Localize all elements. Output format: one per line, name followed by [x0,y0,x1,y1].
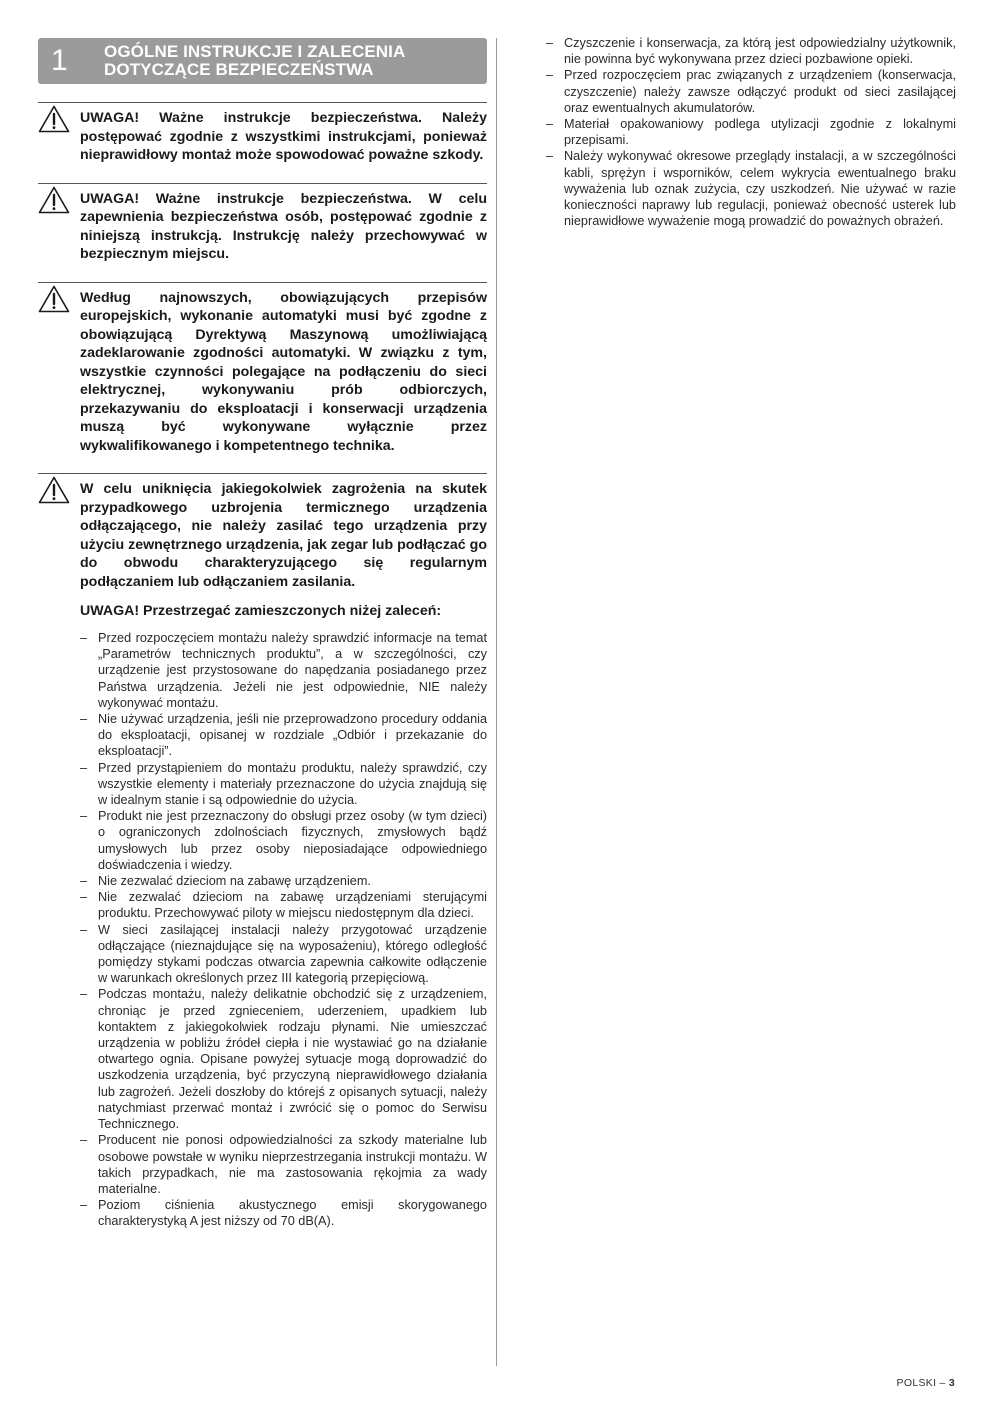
list-item [546,35,956,67]
warning-text-4: W celu uniknięcia jakiegokolwiek zagrożenia na skutek przypadkowego uzbrojenia termicznego urządzenia odłączającego, nie należy zasilać tego urządzenia przy użyciu zewnętrznego urządzenia, jak zegar lub podłączać go do obwodu charakteryzującego się regularnym podłączaniem lub odłączaniem zasilania. [80,481,487,590]
bullet-marker: – [80,874,88,889]
list-item [80,889,487,921]
list-item-text: Nie zezwalać dzieciom na zabawę urządzeniem. [98,874,371,889]
section-header [38,38,487,84]
bullet-marker: – [546,68,554,83]
list-item-text: W sieci zasilającej instalacji należy przygotować urządzenie odłączające (nieznajdujące się na wyposażeniu), którego odległość pomiędzy stykami podczas otwarcia zapewnia całkowite odłączenie w warunkach określonych przez III kategorią przepięciową. [98,922,487,986]
bullet-marker: – [80,1198,88,1213]
list-item-text: Nie używać urządzenia, jeśli nie przeprowadzono procedury oddania do eksploatacji, opisanej w rozdziale „Odbiór i przekazanie do eksploatacji”. [98,712,487,759]
attention-heading: UWAGA! Przestrzegać zamieszczonych niżej zaleceń: [80,603,442,619]
bullet-marker: – [80,890,88,905]
bullet-marker: – [546,117,554,132]
warning-triangle-icon [38,105,70,133]
list-item [80,760,487,809]
bullet-marker: – [80,712,88,727]
column-divider [496,38,497,1366]
left-column [38,38,487,1230]
list-item-text: Przed przystąpieniem do montażu produktu, należy sprawdzić, czy wszystkie elementy i materiały przeznaczone do użycia znajdują się w idealnym stanie i są odpowiednie do użycia. [98,760,487,808]
list-item [80,986,487,1132]
list-item-text: Nie zezwalać dzieciom na zabawę urządzeniami sterującymi produktu. Przechowywać piloty w miejscu niedostępnym dla dzieci. [98,890,487,921]
bullet-marker: – [80,809,88,824]
footer-language: POLSKI – [896,1377,946,1389]
warning-block-1 [38,102,487,165]
list-item-text: Produkt nie jest przeznaczony do obsługi przez osoby (w tym dzieci) o ograniczonych zdolnościach fizycznych, zmysłowych bądź umysłowych lub przez osoby nieposiadające odpowiedniego doświadczenia i wiedzy. [98,809,487,872]
bullet-marker: – [80,1133,88,1148]
list-item [80,630,487,711]
bullet-marker: – [80,760,88,775]
bullet-marker: – [80,987,88,1002]
section-number: 1 [51,44,68,77]
list-item-text: Podczas montażu, należy delikatnie obchodzić się z urządzeniem, chroniąc je przed zgnieceniem, uderzeniem, upadkiem lub kontaktem z jakiegokolwiek rodzaju płynami. Nie umieszczać urządzenia w pobliżu źródeł ciepła i nie wystawiać go na działanie otwartego ognia. Opisane powyżej sytuacje mogą doprowadzić do uszkodzenia urządzenia, być przyczyną nieprawidłowego działania lub zagrożeń. Jeżeli doszłoby do którejś z opisanych sytuacji, należy natychmiast przerwać montaż i zwrócić się o pomoc do Serwisu Technicznego. [98,987,487,1132]
warning-text-3: Według najnowszych, obowiązujących przepisów europejskich, wykonanie automatyki musi być zgodne z obowiązującą Dyrektywą Maszynową umożliwiającą zadeklarowanie zgodności automatyki. W związku z tym, wszystkie czynności polegające na podłączeniu do sieci elektrycznej, wykonywaniu prób odbiorczych, przekazywaniu do eksploatacji i konserwacji urządzenia muszą być wykonywane wyłącznie przez wykwalifikowanego i kompetentnego technika. [80,289,487,454]
section-title [104,43,405,79]
page-footer [897,1377,955,1389]
warning-triangle-icon [38,186,70,214]
warning-text-1: UWAGA! Ważne instrukcje bezpieczeństwa. Należy postępować zgodnie z wszystkimi instrukcjami, ponieważ nieprawidłowy montaż może spowodować poważne szkody. [80,110,487,163]
bullet-marker: – [80,922,88,937]
list-item [80,1132,487,1197]
list-item-text: Czyszczenie i konserwacja, za którą jest odpowiedzialny użytkownik, nie powinna być wykonywana przez dzieci pozbawione opieki. [564,36,956,67]
list-item [546,67,956,116]
instructions-list-right [546,35,956,229]
list-item [80,922,487,987]
list-item-text: Producent nie ponosi odpowiedzialności za szkody materialne lub osobowe powstałe w wyniku nieprzestrzegania instrukcji montażu. W takich przypadkach, nie ma zastosowania rękojmia za wady materialne. [98,1133,487,1196]
section-title-line-1: OGÓLNE INSTRUKCJE I ZALECENIA [104,42,406,61]
list-item-text: Należy wykonywać okresowe przeglądy instalacji, a w szczególności kabli, sprężyn i wsporników, celem wykrycia ewentualnego braku wyważenia lub oznak zużycia, czy uszkodzeń. Nie używać w razie konieczności naprawy lub regulacji, ponieważ obecność usterek lub nieprawidłowe wyważenie mogą prowadzić do poważnych obrażeń. [564,149,956,229]
warning-block-4 [38,473,487,591]
list-item-text: Przed rozpoczęciem prac związanych z urządzeniem (konserwacja, czyszczenie) należy zawsze odłączyć produkt od sieci zasilającej oraz ewentualnych akumulatorów. [564,68,956,115]
bullet-marker: – [546,149,554,164]
bullet-marker: – [546,36,554,50]
warning-block-2 [38,183,487,264]
list-item [80,1197,487,1229]
page-number: 3 [948,1377,955,1389]
right-column [546,35,956,229]
warning-text-2: UWAGA! Ważne instrukcje bezpieczeństwa. W celu zapewnienia bezpieczeństwa osób, postępować zgodnie z niniejszą instrukcją. Instrukcję należy przechowywać w bezpiecznym miejscu. [80,190,487,262]
list-item-text: Przed rozpoczęciem montażu należy sprawdzić informacje na temat „Parametrów technicznych produktu”, a w szczególności, czy urządzenie jest przystosowane do napędzania posiadanego przez Państwa urządzenia. Jeżeli nie jest odpowiednie, NIE należy wykonywać montażu. [98,631,487,710]
list-item [80,808,487,873]
list-item [546,148,956,229]
list-item-text: Materiał opakowaniowy podlega utylizacji zgodnie z lokalnymi przepisami. [564,117,956,148]
instructions-list-left [80,630,487,1230]
list-item [80,711,487,760]
list-item [80,873,487,889]
section-title-line-2: DOTYCZĄCE BEZPIECZEŃSTWA [104,60,374,79]
warning-triangle-icon [38,476,70,504]
bullet-marker: – [80,631,88,645]
warning-block-3 [38,282,487,456]
list-item [546,116,956,148]
list-item-text: Poziom ciśnienia akustycznego emisji skorygowanego charakterystyką A jest niższy od 70 dB(A). [98,1198,487,1229]
warning-triangle-icon [38,285,70,313]
